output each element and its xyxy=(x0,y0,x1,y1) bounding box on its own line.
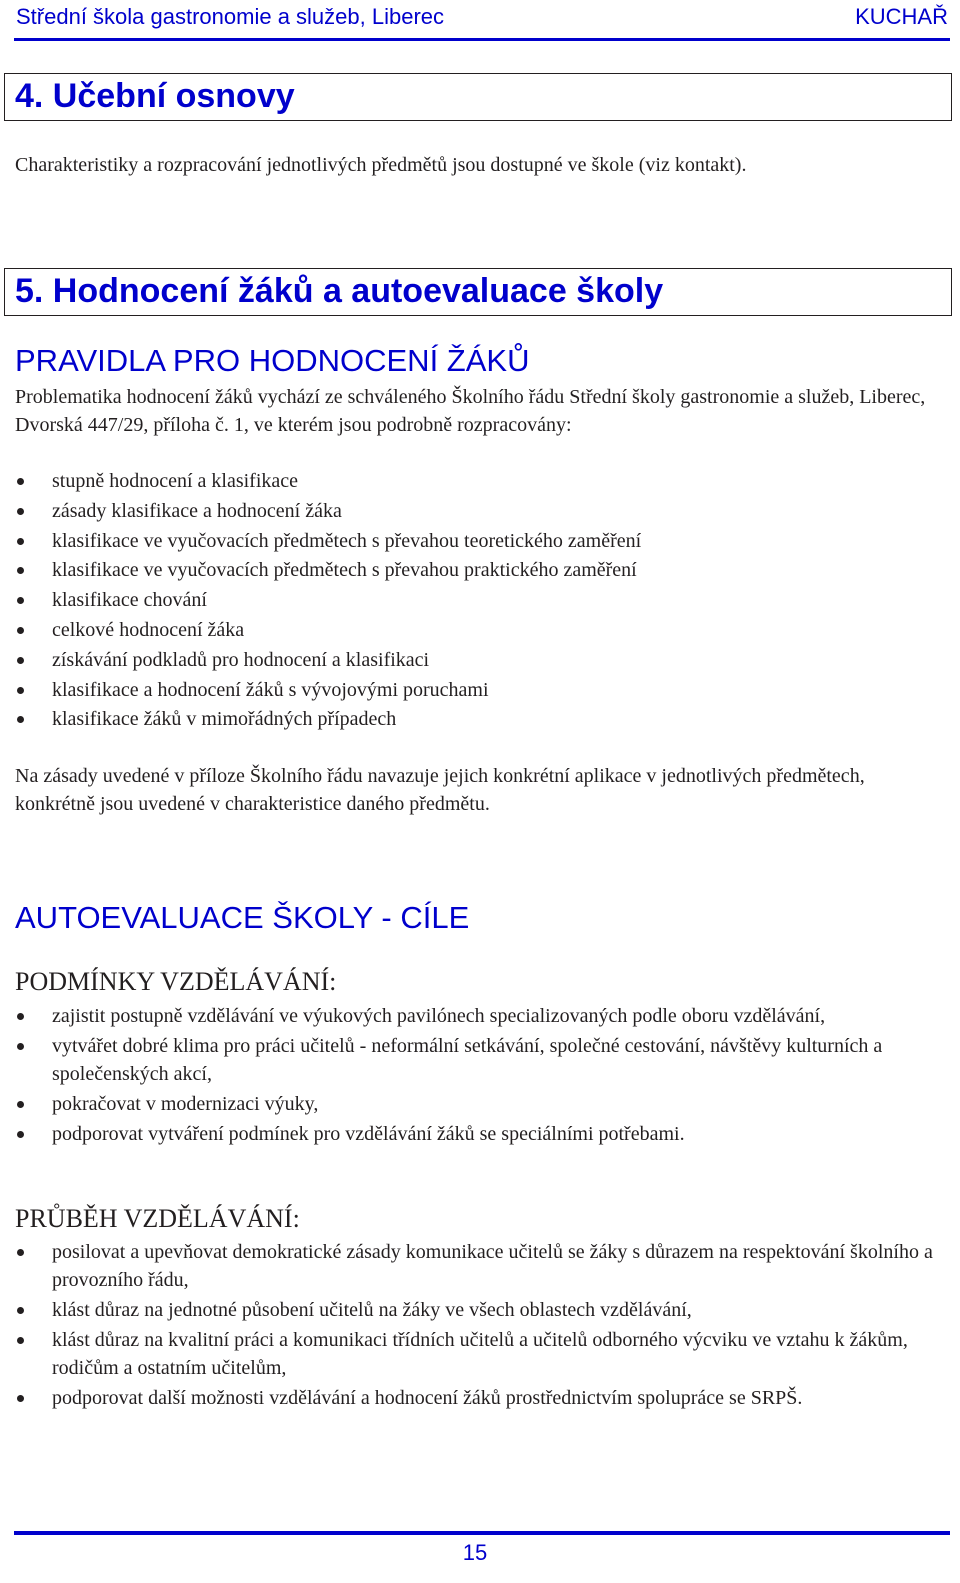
bullet-icon xyxy=(17,1043,24,1050)
list-item: získávání podkladů pro hodnocení a klasifikaci xyxy=(15,646,935,676)
bullet-icon xyxy=(17,1337,24,1344)
bullet-icon xyxy=(17,1101,24,1108)
section-5-title-box xyxy=(4,268,952,316)
list-item: podporovat další možnosti vzdělávání a hodnocení žáků prostřednictvím spolupráce se SRPŠ. xyxy=(15,1384,935,1412)
page-number: 15 xyxy=(462,1540,488,1565)
footer-divider xyxy=(14,1531,950,1535)
list-item: klást důraz na kvalitní práci a komunikaci třídních učitelů a učitelů odborného výcviku ve vztahu k žákům, rodičům a ostatním učitelům, xyxy=(15,1326,935,1382)
bullet-icon xyxy=(17,687,24,694)
bullet-icon xyxy=(17,657,24,664)
bullet-icon xyxy=(17,538,24,545)
rules-intro: Problematika hodnocení žáků vychází ze schváleného Školního řádu Střední školy gastronomie a služeb, Liberec, Dvorská 447/29, příloha č. 1, ve kterém jsou podrobně rozpracovány: xyxy=(15,386,926,436)
bullet-icon xyxy=(17,508,24,515)
header-program-name: KUCHAŘ xyxy=(855,4,948,29)
section-4-title-box xyxy=(4,73,952,121)
conditions-heading: PODMÍNKY VZDĚLÁVÁNÍ: xyxy=(15,967,337,996)
bullet-icon xyxy=(17,1395,24,1402)
bullet-icon xyxy=(17,627,24,634)
process-list xyxy=(15,1238,935,1414)
bullet-icon xyxy=(17,567,24,574)
list-item: zásady klasifikace a hodnocení žáka xyxy=(15,497,935,527)
bullet-icon xyxy=(17,1131,24,1138)
header-school-name: Střední škola gastronomie a služeb, Liberec xyxy=(16,4,445,29)
bullet-icon xyxy=(17,597,24,604)
list-item: posilovat a upevňovat demokratické zásady komunikace učitelů se žáky s důrazem na respektování školního a provozního řádu, xyxy=(15,1238,935,1294)
list-item: celkové hodnocení žáka xyxy=(15,616,935,646)
rules-heading: PRAVIDLA PRO HODNOCENÍ ŽÁKŮ xyxy=(15,343,530,378)
page-header xyxy=(14,0,950,41)
bullet-icon xyxy=(17,478,24,485)
process-heading: PRŮBĚH VZDĚLÁVÁNÍ: xyxy=(15,1204,300,1233)
list-item: pokračovat v modernizaci výuky, xyxy=(15,1090,935,1118)
list-item: klást důraz na jednotné působení učitelů na žáky ve všech oblastech vzdělávání, xyxy=(15,1296,935,1324)
section-4-title: 4. Učební osnovy xyxy=(15,77,295,115)
autoevaluation-heading: AUTOEVALUACE ŠKOLY - CÍLE xyxy=(15,900,470,935)
list-item: stupně hodnocení a klasifikace xyxy=(15,467,935,497)
section-4-text: Charakteristiky a rozpracování jednotlivých předmětů jsou dostupné ve škole (viz kontakt). xyxy=(15,154,747,176)
conditions-list xyxy=(15,1002,935,1150)
bullet-icon xyxy=(17,1013,24,1020)
rules-list xyxy=(15,467,935,735)
bullet-icon xyxy=(17,716,24,723)
rules-outro: Na zásady uvedené v příloze Školního řádu navazuje jejich konkrétní aplikace v jednotlivých předmětech, konkrétně jsou uvedené v charakteristice daného předmětu. xyxy=(15,765,865,815)
bullet-icon xyxy=(17,1249,24,1256)
list-item: klasifikace a hodnocení žáků s vývojovými poruchami xyxy=(15,676,935,706)
list-item: klasifikace ve vyučovacích předmětech s převahou teoretického zaměření xyxy=(15,527,935,557)
bullet-icon xyxy=(17,1307,24,1314)
section-5-title: 5. Hodnocení žáků a autoevaluace školy xyxy=(15,272,664,310)
list-item: vytvářet dobré klima pro práci učitelů - neformální setkávání, společné cestování, návštěvy kulturních a společenských akcí, xyxy=(15,1032,935,1088)
list-item: klasifikace žáků v mimořádných případech xyxy=(15,705,935,735)
list-item: podporovat vytváření podmínek pro vzdělávání žáků se speciálními potřebami. xyxy=(15,1120,935,1148)
list-item: zajistit postupně vzdělávání ve výukových pavilónech specializovaných podle oboru vzdělávání, xyxy=(15,1002,935,1030)
list-item: klasifikace ve vyučovacích předmětech s převahou praktického zaměření xyxy=(15,556,935,586)
list-item: klasifikace chování xyxy=(15,586,935,616)
